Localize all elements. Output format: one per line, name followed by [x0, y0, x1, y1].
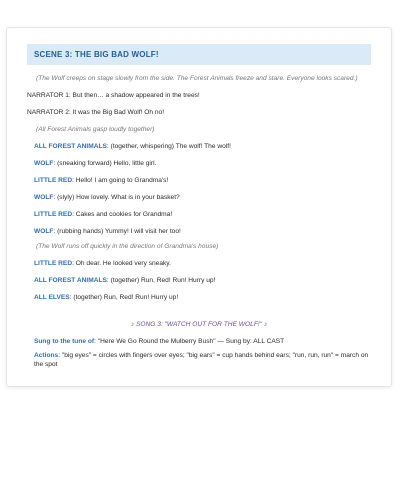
- narrator-line: NARRATOR 2: It was the Big Bad Wolf! Oh no!: [27, 109, 165, 116]
- dialogue-text: : (together, whispering) The wolf! The wolf!: [106, 143, 231, 150]
- dialogue-line: [34, 276, 371, 285]
- stage-direction: (The Wolf creeps on stage slowly from the side. The Forest Animals freeze and stare. Everyone looks scared.): [36, 75, 358, 82]
- dialogue-text: : Hello! I am going to Grandma's!: [72, 177, 169, 184]
- stage-direction: (The Wolf runs off quickly in the direction of Grandma's house): [36, 243, 219, 250]
- scene-title: SCENE 3: THE BIG BAD WOLF!: [27, 44, 371, 65]
- speaker-name: ALL FOREST ANIMALS: [34, 143, 107, 150]
- speaker-name: LITTLE RED: [34, 211, 73, 218]
- speaker-name: WOLF: [34, 228, 54, 235]
- dialogue-line: [34, 176, 371, 185]
- song-title: ♪ SONG 3: "WATCH OUT FOR THE WOLF!" ♪: [130, 321, 268, 328]
- speaker-name: LITTLE RED: [34, 177, 73, 184]
- dialogue-line: [34, 159, 371, 168]
- dialogue-text: : (rubbing hands) Yummy! I will visit her too!: [53, 228, 181, 235]
- speaker-name: LITTLE RED: [34, 260, 73, 267]
- dialogue-text: : Oh dear. He looked very sneaky.: [72, 260, 171, 267]
- tune-label: Sung to the tune of: [34, 338, 95, 345]
- actions-label: Actions: [34, 352, 59, 359]
- dialogue-text: : (slyly) How lovely. What is in your basket?: [53, 194, 180, 201]
- stage-direction: (All Forest Animals gasp loudly together): [36, 126, 155, 133]
- tune-text: : "Here We Go Round the Mulberry Bush" — Sung by: ALL CAST: [94, 338, 285, 345]
- speaker-name: WOLF: [34, 160, 54, 167]
- script-page-card: [6, 27, 392, 387]
- dialogue-line: [34, 259, 371, 268]
- dialogue-text: : (together) Run, Red! Run! Hurry up!: [106, 277, 216, 284]
- narrator-line: NARRATOR 1: But then… a shadow appeared in the trees!: [27, 92, 200, 99]
- song-tune-line: [34, 337, 371, 346]
- dialogue-line: [34, 142, 371, 151]
- dialogue-line: [34, 193, 371, 202]
- speaker-name: ALL ELVES: [34, 294, 70, 301]
- speaker-name: WOLF: [34, 194, 54, 201]
- speaker-name: ALL FOREST ANIMALS: [34, 277, 107, 284]
- actions-text: : "big eyes" = circles with fingers over eyes; "big ears" = cup hands behind ears; "run, run, run" = march on the spot: [34, 352, 369, 368]
- dialogue-line: [34, 210, 371, 219]
- dialogue-line: [34, 227, 371, 236]
- song-actions-line: [34, 351, 371, 369]
- dialogue-text: : (together) Run, Red! Run! Hurry up!: [69, 294, 179, 301]
- dialogue-text: : (sneaking forward) Hello, little girl.: [53, 160, 157, 167]
- dialogue-line: [34, 293, 371, 302]
- dialogue-text: : Cakes and cookies for Grandma!: [72, 211, 173, 218]
